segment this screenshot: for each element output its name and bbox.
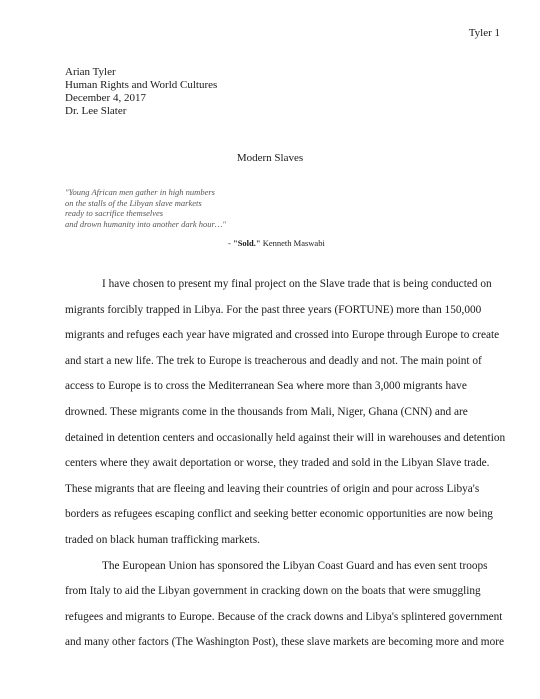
date: December 4, 2017 <box>65 92 146 104</box>
heading-block <box>65 66 217 118</box>
body-line: and start a new life. The trek to Europe is treacherous and deadly and not. The main point of <box>65 354 482 367</box>
body-text <box>65 272 505 656</box>
attribution-work: "Sold." <box>232 238 261 248</box>
body-line: The European Union has sponsored the Libyan Coast Guard and has even sent troops <box>102 559 488 572</box>
body-line: centers where they await deportation or worse, they traded and sold in the Libyan Slave trade. <box>65 457 490 470</box>
attribution-prefix: - <box>228 238 233 248</box>
epigraph-attribution <box>228 238 325 249</box>
epigraph-line: ready to sacrifice themselves <box>65 208 164 218</box>
attribution-author: Kenneth Maswabi <box>260 238 325 248</box>
body-line: I have chosen to present my final project on the Slave trade that is being conducted on <box>102 278 492 290</box>
body-line: These migrants that are fleeing and leaving their countries of origin and pour across Libya's <box>65 482 480 495</box>
body-line: and many other factors (The Washington Post), these slave markets are becoming more and more <box>65 636 505 649</box>
body-line: borders as refugees escaping conflict and seeking better economic opportunities are now being <box>65 508 493 521</box>
body-line: traded on black human trafficking markets. <box>65 533 260 546</box>
body-line: from Italy to aid the Libyan government in cracking down on the boats that were smuggling <box>65 585 481 598</box>
body-line: migrants forcibly trapped in Libya. For the past three years (FORTUNE) more than 150,000 <box>65 303 482 316</box>
body-line: access to Europe is to cross the Mediterranean Sea where more than 3,000 migrants have <box>65 380 467 393</box>
author-name: Arian Tyler <box>65 66 116 78</box>
epigraph-line: "Young African men gather in high numbers <box>65 187 215 197</box>
body-line: detained in detention centers and occasionally held against their will in warehouses and detention <box>65 431 506 444</box>
epigraph-line: on the stalls of the Libyan slave markets <box>65 197 202 208</box>
running-head: Tyler 1 <box>468 27 500 39</box>
body-line: migrants and refuges each year have migrated and crossed into Europe through Europe to create <box>65 329 500 342</box>
epigraph <box>65 187 226 229</box>
page-title: Modern Slaves <box>236 152 304 164</box>
epigraph-line: and drown humanity into another dark hour…" <box>65 218 226 229</box>
body-line: drowned. These migrants come in the thousands from Mali, Niger, Ghana (CNN) and are <box>65 405 468 418</box>
body-line: refugees and migrants to Europe. Because of the crack downs and Libya's splintered government <box>65 610 503 623</box>
instructor-name: Dr. Lee Slater <box>65 105 127 117</box>
course-name: Human Rights and World Cultures <box>65 79 218 91</box>
